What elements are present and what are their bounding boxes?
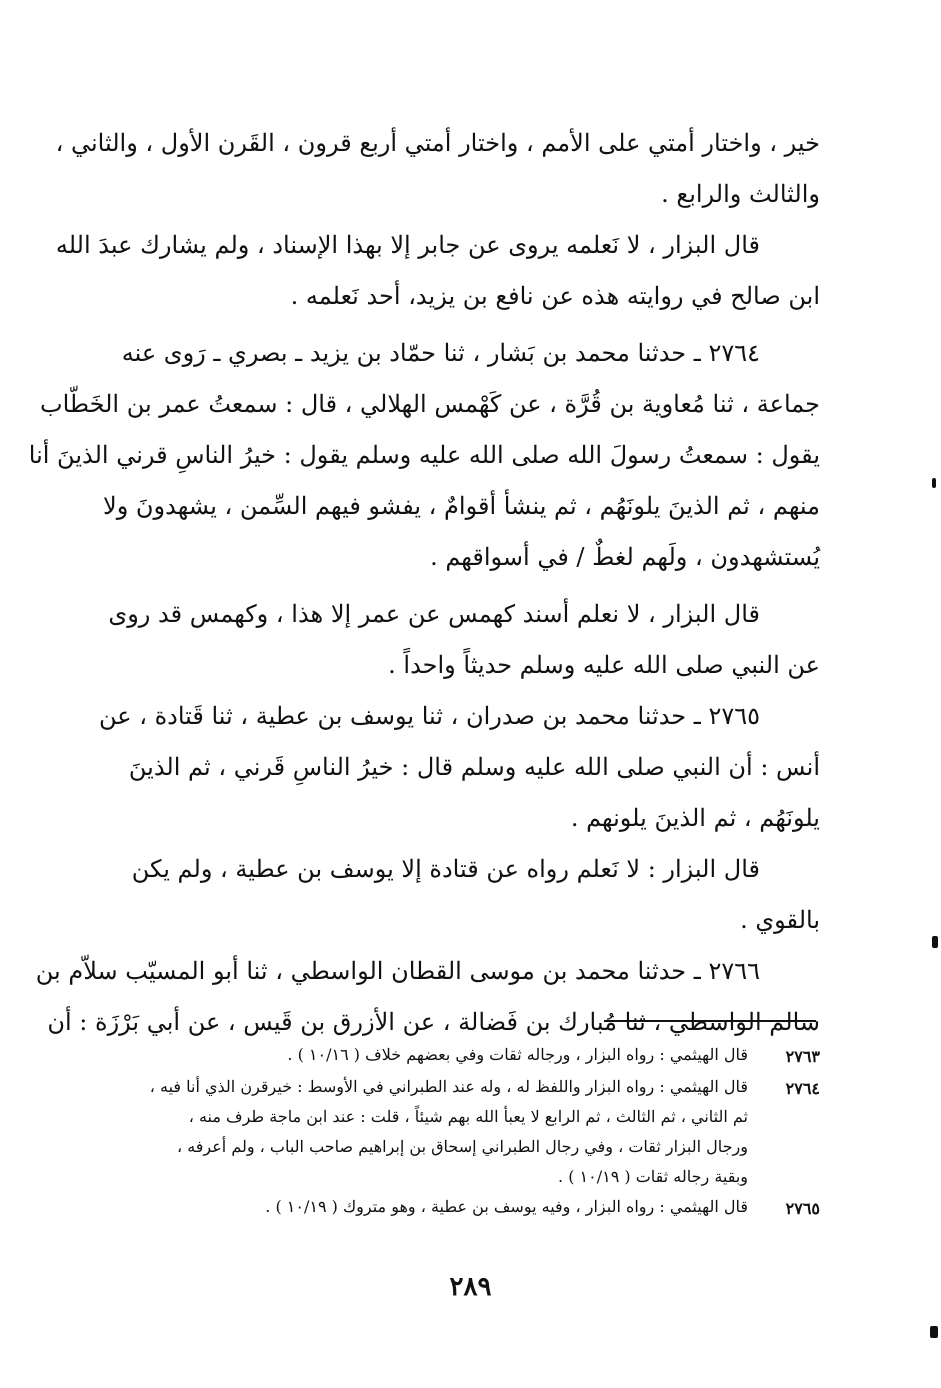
text-line: يُستشهدون ، ولَهم لغطٌ / في أسواقهم .: [430, 543, 820, 571]
hadith-2764-heading: ٢٧٦٤ ـ حدثنا محمد بن بَشار ، ثنا حمّاد بن يزيد ـ بصري ـ رَوى عنه: [121, 339, 760, 367]
footnote-line: قال الهيثمي : رواه البزار واللفظ له ، وله عند الطبراني في الأوسط : خيرقرن الذي أنا فيه ،: [149, 1077, 748, 1096]
text-line: يلونَهُم ، ثم الذينَ يلونهم .: [570, 804, 820, 832]
footnote-2765: [160, 1192, 820, 1224]
text-line: جماعة ، ثنا مُعاوية بن قُرَّة ، عن كَهْمس الهلالي ، قال : سمعتُ عمر بن الخَطّاب: [40, 390, 820, 418]
scan-speck: [930, 1326, 938, 1338]
text-line: ابن صالح في روايته هذه عن نافع بن يزيد، أحد نَعلمه .: [290, 282, 820, 310]
text-line: منهم ، ثم الذينَ يلونَهُم ، ثم ينشأ أقوامٌ ، يفشو فيهم السِّمن ، يشهدونَ ولا: [103, 492, 820, 520]
footnote-separator: [604, 1020, 816, 1022]
text-line: قال البزار : لا نَعلم رواه عن قتادة إلا يوسف بن عطية ، ولم يكن: [131, 855, 760, 883]
footnote-line: وبقية رجاله ثقات ( ١٠/١٩ ) .: [558, 1167, 748, 1186]
text-line: يقول : سمعتُ رسولَ الله صلى الله عليه وسلم يقول : خيرُ الناسِ قرني الذينَ أنا: [28, 441, 820, 469]
text-line: بالقوي .: [740, 906, 820, 934]
scan-speck: [932, 478, 936, 488]
footnotes: [149, 1040, 820, 1224]
footnote-number: ٢٧٦٣: [785, 1047, 820, 1066]
text-line: قال البزار ، لا نَعلمه يروى عن جابر إلا بهذا الإسناد ، ولم يشارك عبدَ الله: [55, 231, 760, 259]
text-line: عن النبي صلى الله عليه وسلم حديثاً واحداً .: [388, 651, 820, 679]
footnote-line: ثم الثاني ، ثم الثالث ، ثم الرابع لا يعبأ الله بهم شيئاً ، قلت : عند ابن ماجة طرف منه ،: [188, 1107, 748, 1126]
text-line: خير ، واختار أمتي على الأمم ، واختار أمتي أربع قرون ، القَرن الأول ، والثاني ،: [55, 129, 820, 157]
footnote-number: ٢٧٦٤: [785, 1079, 820, 1098]
footnote-line: قال الهيثمي : رواه البزار ، وفيه يوسف بن عطية ، وهو متروك ( ١٠/١٩ ) .: [265, 1197, 748, 1216]
text-line: والثالث والرابع .: [661, 180, 820, 208]
hadith-2766-heading: ٢٧٦٦ ـ حدثنا محمد بن موسى القطان الواسطي ، ثنا أبو المسيّب سلاّم بن: [35, 957, 760, 985]
footnote-line: قال الهيثمي : رواه البزار ، ورجاله ثقات وفي بعضهم خلاف ( ١٠/١٦ ) .: [287, 1045, 748, 1064]
text-line: أنس : أن النبي صلى الله عليه وسلم قال : خيرُ الناسِ قَرني ، ثم الذينَ: [128, 753, 820, 781]
footnote-number: ٢٧٦٥: [785, 1199, 820, 1218]
footnote-2764: [149, 1072, 820, 1192]
main-text: [28, 118, 820, 1048]
page-number: ٢٨٩: [449, 1272, 492, 1302]
scan-speck: [932, 936, 938, 948]
footnote-2763: [160, 1040, 820, 1072]
text-line: سالم الواسطي ، ثنا مُبارك بن فَضالة ، عن الأزرق بن قَيس ، عن أبي بَرْزَة : أن: [47, 1008, 820, 1036]
footnote-line: ورجال البزار ثقات ، وفي رجال الطبراني إسحاق بن إبراهيم صاحب الباب ، ولم أعرفه ،: [176, 1137, 748, 1156]
hadith-2765-heading: ٢٧٦٥ ـ حدثنا محمد بن صدران ، ثنا يوسف بن عطية ، ثنا قَتادة ، عن: [98, 702, 760, 730]
text-line: قال البزار ، لا نعلم أسند كهمس عن عمر إلا هذا ، وكهمس قد روى: [108, 600, 760, 628]
